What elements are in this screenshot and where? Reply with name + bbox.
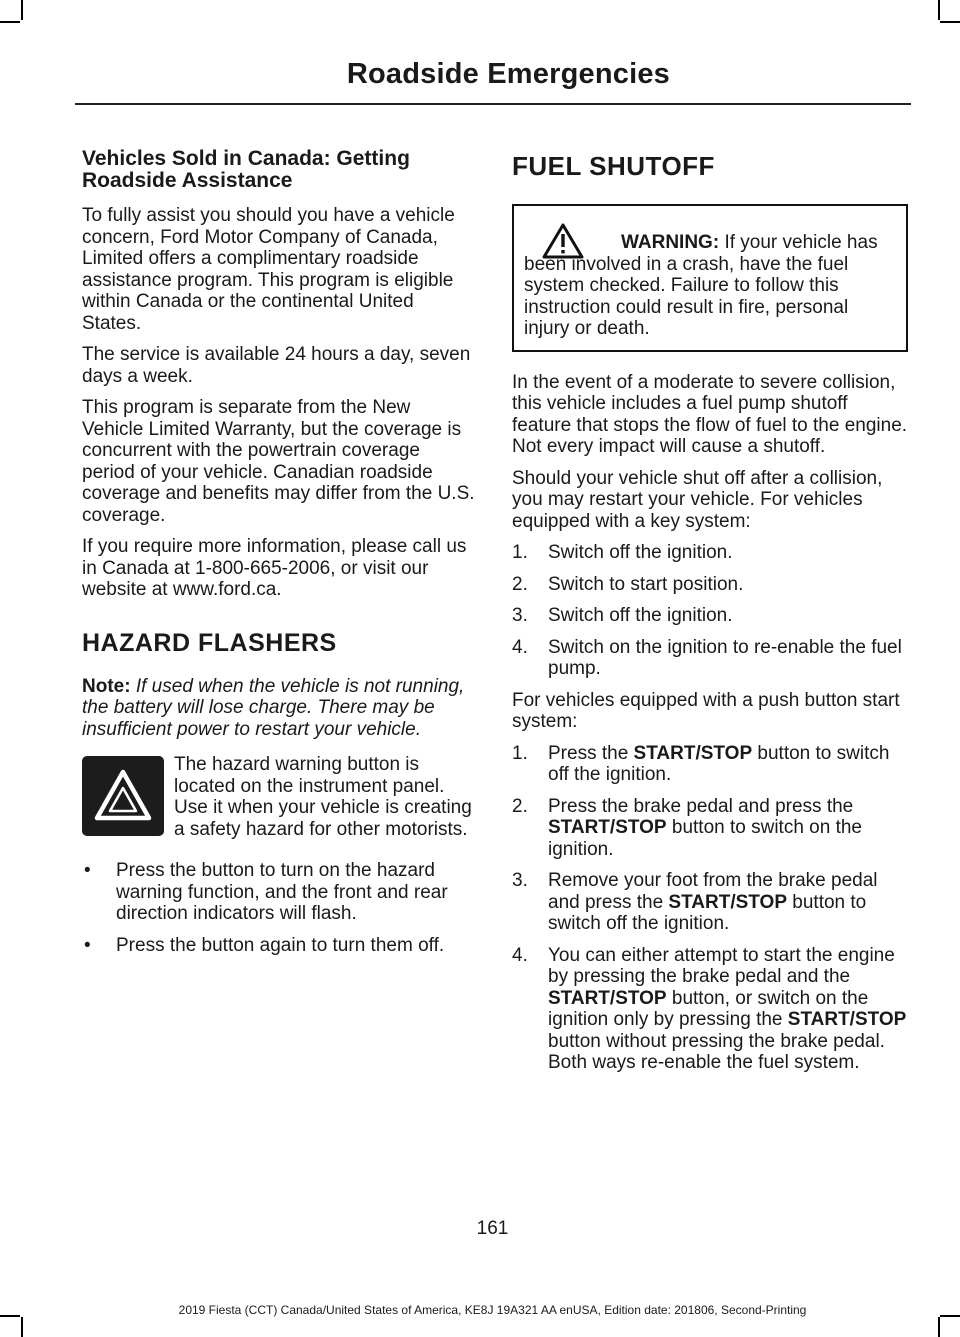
crop-mark bbox=[21, 1317, 23, 1337]
push-button-steps bbox=[512, 743, 908, 1074]
step-text: button, or switch on the ignition only by pressing the bbox=[548, 987, 869, 1030]
warning-box bbox=[512, 204, 908, 352]
bullet-text: Press the button to turn on the hazard warning function, and the front and rear direction indicators will flash. bbox=[116, 860, 448, 924]
fuel-paragraph-2: Should your vehicle shut off after a collision, you may restart your vehicle. For vehicles equipped with a key system: bbox=[512, 467, 883, 532]
list-item bbox=[512, 637, 908, 680]
list-item bbox=[512, 542, 908, 564]
list-item bbox=[512, 743, 908, 786]
header-divider bbox=[75, 103, 911, 105]
page-title: Roadside Emergencies bbox=[346, 58, 670, 90]
start-stop-keyword: START/STOP bbox=[548, 987, 667, 1009]
step-number: 3. bbox=[512, 870, 528, 891]
step-text: Switch off the ignition. bbox=[548, 542, 733, 563]
step-text: button to switch off the ignition. bbox=[548, 891, 867, 934]
canada-assistance-heading: Vehicles Sold in Canada: Getting Roadside Assistance bbox=[82, 147, 410, 192]
fuel-shutoff-heading: FUEL SHUTOFF bbox=[512, 151, 715, 181]
step-number: 2. bbox=[512, 795, 528, 817]
key-system-steps bbox=[512, 542, 908, 680]
page-number: 161 bbox=[476, 1218, 509, 1239]
start-stop-keyword: START/STOP bbox=[633, 742, 753, 764]
step-text: Switch on the ignition to re-enable the fuel pump. bbox=[548, 636, 902, 679]
bullet-mark: • bbox=[84, 860, 91, 881]
step-number: 2. bbox=[512, 573, 528, 595]
hazard-bullet-list bbox=[82, 860, 476, 956]
crop-mark bbox=[940, 21, 960, 23]
crop-mark bbox=[0, 21, 20, 23]
step-number: 1. bbox=[512, 742, 528, 764]
footer-edition-info: 2019 Fiesta (CCT) Canada/United States of America, KE8J 19A321 AA enUSA, Edition date: 201806, Second-Printing bbox=[178, 1303, 807, 1317]
list-item bbox=[512, 945, 908, 1074]
list-item bbox=[512, 574, 908, 596]
step-text: button to switch off the ignition. bbox=[548, 742, 890, 785]
start-stop-keyword: START/STOP bbox=[668, 891, 788, 913]
start-stop-keyword: START/STOP bbox=[787, 1009, 907, 1030]
list-item bbox=[512, 870, 908, 935]
step-text: Press the bbox=[548, 742, 634, 764]
crop-mark bbox=[938, 0, 940, 20]
crop-mark bbox=[938, 1317, 940, 1337]
list-item bbox=[512, 796, 908, 861]
list-item bbox=[512, 605, 908, 627]
warning-triangle-icon bbox=[541, 222, 585, 260]
canada-paragraph-4: If you require more information, please call us in Canada at 1-800-665-2006, or visit our website at www.ford.ca. bbox=[82, 536, 467, 600]
step-number: 4. bbox=[512, 944, 528, 966]
crop-mark bbox=[21, 0, 23, 20]
canada-paragraph-3: This program is separate from the New Vehicle Limited Warranty, but the coverage is concurrent with the powertrain coverage period of your vehicle. Canadian roadside coverage and benefits may differ from the U.S. coverage. bbox=[82, 397, 475, 526]
step-text: You can either attempt to start the engine by pressing the brake pedal and the bbox=[548, 944, 895, 987]
hazard-button-description bbox=[82, 754, 476, 840]
hazard-note bbox=[82, 676, 476, 741]
list-item bbox=[82, 935, 476, 957]
step-text: Switch off the ignition. bbox=[548, 605, 733, 626]
fuel-paragraph-3: For vehicles equipped with a push button start system: bbox=[512, 689, 900, 732]
step-text: Press the brake pedal and press the bbox=[548, 795, 854, 817]
step-text: Remove your foot from the brake pedal and press the bbox=[548, 870, 878, 913]
hazard-flashers-heading: HAZARD FLASHERS bbox=[82, 628, 337, 657]
step-number: 1. bbox=[512, 542, 528, 563]
right-column bbox=[512, 148, 908, 1084]
canada-paragraph-1: To fully assist you should you have a vehicle concern, Ford Motor Company of Canada, Limited offers a complimentary roadside assistance program. This program is eligible within Canada or the continental United States. bbox=[82, 205, 455, 334]
warning-text: If your vehicle has been involved in a crash, have the fuel system checked. Failure to follow this instruction could result in fire, personal injury or death. bbox=[524, 232, 878, 339]
fuel-paragraph-1: In the event of a moderate to severe collision, this vehicle includes a fuel pump shutoff feature that stops the flow of fuel to the engine. Not every impact will cause a shutoff. bbox=[512, 371, 908, 457]
left-column bbox=[82, 148, 476, 966]
hazard-paragraph: The hazard warning button is located on the instrument panel. Use it when your vehicle is creating a safety hazard for other motorists. bbox=[174, 754, 472, 840]
step-number: 4. bbox=[512, 636, 528, 658]
warning-label: WARNING: bbox=[621, 232, 720, 253]
step-text: button without pressing the brake pedal. Both ways re-enable the fuel system. bbox=[548, 1030, 885, 1073]
step-text: Switch to start position. bbox=[548, 573, 744, 595]
note-label: Note: bbox=[82, 675, 131, 697]
hazard-triangle-icon bbox=[82, 756, 164, 836]
step-text: button to switch on the ignition. bbox=[548, 817, 862, 860]
canada-paragraph-2: The service is available 24 hours a day, seven days a week. bbox=[82, 344, 471, 387]
bullet-mark: • bbox=[84, 934, 91, 956]
step-number: 3. bbox=[512, 605, 528, 626]
start-stop-keyword: START/STOP bbox=[548, 817, 667, 838]
note-text: If used when the vehicle is not running, the battery will lose charge. There may be insufficient power to restart your vehicle. bbox=[82, 675, 465, 740]
bullet-text: Press the button again to turn them off. bbox=[116, 934, 445, 956]
list-item bbox=[82, 860, 476, 925]
